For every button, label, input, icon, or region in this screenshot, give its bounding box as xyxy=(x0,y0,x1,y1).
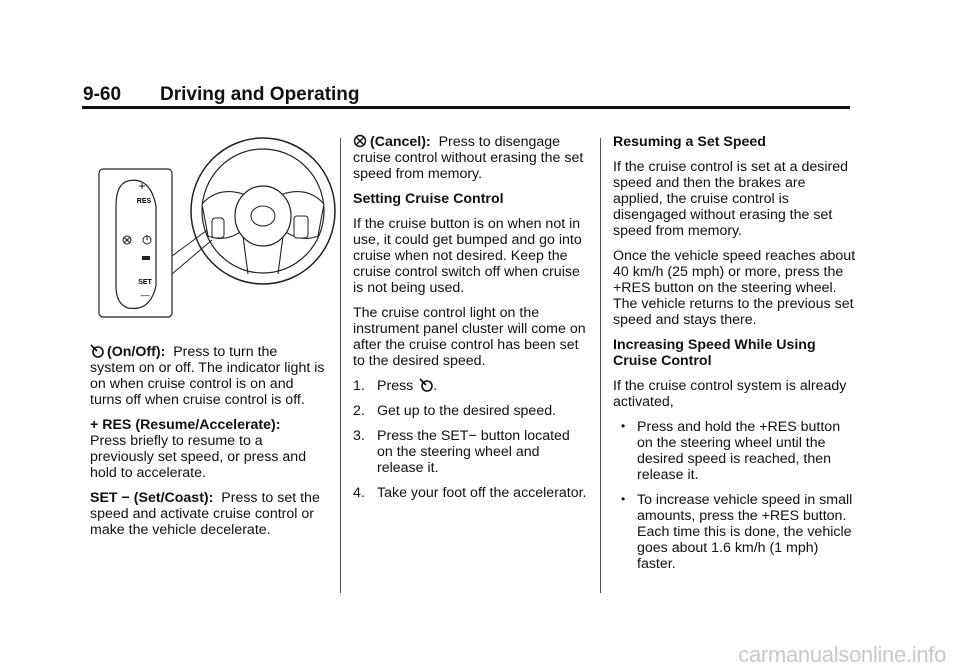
res-label: RES xyxy=(136,198,152,205)
cruise-onoff-icon xyxy=(90,344,104,358)
list-item xyxy=(353,378,589,394)
step-number: 2. xyxy=(353,403,365,419)
page-header xyxy=(82,84,850,108)
set-label: SET xyxy=(138,279,152,286)
resume-heading: Resuming a Set Speed xyxy=(613,134,766,150)
res-description xyxy=(90,417,326,481)
bullet-icon: • xyxy=(621,492,626,506)
step-text: Take your foot off the accelerator. xyxy=(377,485,587,501)
column-right xyxy=(613,134,857,581)
cruise-cancel-icon xyxy=(353,134,367,148)
set-text: Press to set the speed and activate cruise control or make the vehicle decelerate. xyxy=(90,490,320,538)
resume-paragraph-1: If the cruise control is set at a desired speed and then the brakes are applied, the cruise control is disengaged without erasing the set speed from memory. xyxy=(613,159,848,239)
step-number: 4. xyxy=(353,485,365,501)
setting-heading: Setting Cruise Control xyxy=(353,191,504,207)
res-label-text: + RES (Resume/Accelerate): xyxy=(90,417,281,433)
step-text: Get up to the desired speed. xyxy=(377,403,557,419)
steering-wheel-icon xyxy=(191,138,335,284)
step-suffix: . xyxy=(433,378,438,394)
step-number: 3. xyxy=(353,428,365,444)
step-text: Press xyxy=(377,378,414,394)
steering-wheel-illustration xyxy=(98,136,338,318)
column-divider xyxy=(340,138,341,593)
list-item xyxy=(353,403,589,419)
cancel-description xyxy=(353,134,589,182)
minus-symbol: — xyxy=(140,290,150,300)
bullet-icon: • xyxy=(621,419,626,433)
section-title: Driving and Operating xyxy=(160,84,360,105)
increase-heading: Increasing Speed While Using Cruise Control xyxy=(613,337,816,369)
column-middle xyxy=(353,134,589,510)
onoff-text: Press to turn the system on or off. The indicator light is on when cruise control is on and turns off when cruise control is off. xyxy=(90,344,325,408)
step-number: 1. xyxy=(353,378,365,394)
cruise-onoff-icon xyxy=(419,378,433,392)
setting-paragraph-1: If the cruise button is on when not in use, it could get bumped and go into cruise when not desired. Keep the cruise control switch off when cruise is not being used. xyxy=(353,216,582,296)
list-item xyxy=(353,485,589,501)
indicator-light xyxy=(142,256,150,260)
page-number: 9-60 xyxy=(83,84,122,105)
setting-paragraph-2: The cruise control light on the instrument panel cluster will come on after the cruise control has been set to the desired speed. xyxy=(353,305,586,369)
set-description xyxy=(90,490,326,538)
bullet-text: To increase vehicle speed in small amounts, press the +RES button. Each time this is done, the vehicle goes about 1.6 km/h (1 mph) faster. xyxy=(637,492,853,572)
plus-symbol: + xyxy=(138,179,146,193)
column-divider xyxy=(600,138,601,593)
set-label-text: SET − (Set/Coast): xyxy=(90,490,214,506)
cancel-label: (Cancel): xyxy=(370,134,431,150)
list-item xyxy=(353,428,589,476)
increase-paragraph-1: If the cruise control system is already activated, xyxy=(613,378,847,410)
list-item xyxy=(613,419,857,483)
step-text: Press the SET− button located on the steering wheel and release it. xyxy=(377,428,570,476)
column-left xyxy=(90,344,326,547)
list-item xyxy=(613,492,857,572)
res-text: Press briefly to resume to a previously set speed, or press and hold to accelerate. xyxy=(90,433,307,481)
watermark: carmanualsonline.info xyxy=(738,642,946,667)
resume-paragraph-2: Once the vehicle speed reaches about 40 km/h (25 mph) or more, press the +RES button on the steering wheel. The vehicle returns to the previous set speed and stays there. xyxy=(613,248,856,328)
onoff-label: (On/Off): xyxy=(107,344,166,360)
header-rule xyxy=(82,106,850,109)
bullet-text: Press and hold the +RES button on the steering wheel until the desired speed is reached, then release it. xyxy=(637,419,841,483)
onoff-description xyxy=(90,344,326,408)
cancel-text: Press to disengage cruise control without erasing the set speed from memory. xyxy=(353,134,584,182)
